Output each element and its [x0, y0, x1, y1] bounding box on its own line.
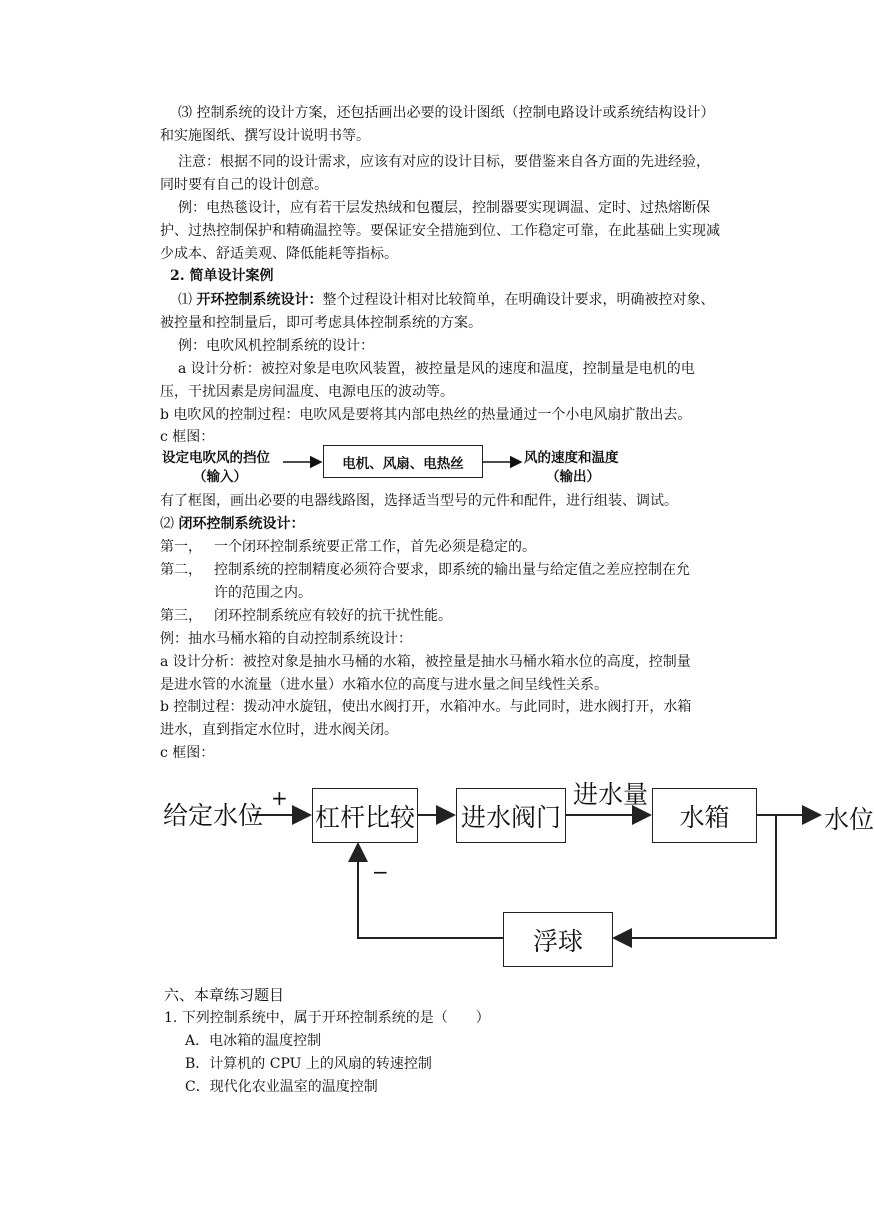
question: 1. 下列控制系统中，属于开环控制系统的是（ ）	[164, 1010, 490, 1026]
d2-box-lever	[312, 788, 418, 843]
para-line: ⑶ 控制系统的设计方案，还包括画出必要的设计图纸（控制电路设计或系统结构设计）	[178, 105, 715, 121]
d2-box-tank-label: 水箱	[679, 802, 730, 832]
d1-process-label: 电机、风扇、电热丝	[342, 455, 464, 472]
para-line: c 框图：	[160, 429, 215, 445]
para-line: 许的范围之内。	[214, 585, 312, 601]
d1-output-sub: （输出）	[546, 469, 600, 485]
d2-box-valve	[456, 788, 566, 843]
para-line: 进水，直到指定水位时，进水阀关闭。	[160, 722, 398, 738]
para-line: 被控量和控制量后，即可考虑具体控制系统的方案。	[160, 315, 482, 331]
d1-input-label: 设定电吹风的挡位	[162, 450, 270, 466]
para-line: 压，干扰因素是房间温度、电源电压的波动等。	[160, 384, 454, 400]
d1-output-label: 风的速度和温度	[524, 450, 619, 466]
item-prefix: ⑴	[178, 292, 197, 308]
d2-box-tank	[652, 788, 757, 843]
para-line: b 控制过程：拨动冲水旋钮，使出水阀打开，水箱冲水。与此同时，进水阀打开，水箱	[160, 699, 692, 715]
section-heading: 六、本章练习题目	[164, 986, 285, 1004]
ordinal: 第三，	[160, 608, 202, 624]
d2-box-lever-label: 杠杆比较	[314, 802, 415, 832]
para-line: 一个闭环控制系统要正常工作，首先必须是稳定的。	[214, 539, 536, 555]
para-line: 和实施图纸、撰写设计说明书等。	[160, 128, 370, 144]
item-text: 整个过程设计相对比较简单，在明确设计要求，明确被控对象、	[322, 292, 715, 308]
item-heading: 闭环控制系统设计：	[178, 516, 305, 532]
option-c: C．现代化农业温室的温度控制	[185, 1079, 378, 1095]
para-line: 例：电热毯设计，应有若干层发热绒和包覆层，控制器要实现调温、定时、过热熔断保	[178, 200, 710, 216]
para-line: 护、过热控制保护和精确温控等。要保证安全措施到位、工作稳定可靠，在此基础上实现减	[160, 223, 720, 239]
option-a: A．电冰箱的温度控制	[185, 1033, 322, 1049]
option-b: B．计算机的 CPU 上的风扇的转速控制	[185, 1056, 432, 1072]
para-line: 闭环控制系统应有较好的抗干扰性能。	[214, 608, 452, 624]
ordinal: 第二，	[160, 562, 202, 578]
item-prefix: ⑵	[160, 516, 179, 532]
item-heading: 开环控制系统设计：	[196, 292, 323, 308]
para-line: 是进水管的水流量（进水量）水箱水位的高度与进水量之间呈线性关系。	[160, 677, 608, 693]
para-line: 注意：根据不同的设计需求，应该有对应的设计目标，要借鉴来自各方面的先进经验，	[178, 154, 710, 170]
d2-box-float	[503, 912, 613, 967]
para-line: 有了框图，画出必要的电器线路图，选择适当型号的元件和配件，进行组装、调试。	[160, 493, 678, 509]
para-line: 控制系统的控制精度必须符合要求，即系统的输出量与给定值之差应控制在允	[214, 562, 690, 578]
d2-input-label: 给定水位	[163, 801, 264, 830]
para-line: 同时要有自己的设计创意。	[160, 177, 328, 193]
d2-minus-sign: −	[372, 860, 389, 884]
d2-feedback-line-left	[358, 844, 503, 938]
para-line: a 设计分析：被控对象是抽水马桶的水箱，被控量是抽水马桶水箱水位的高度，控制量	[160, 654, 691, 670]
para-line: 例：抽水马桶水箱的自动控制系统设计：	[160, 631, 412, 647]
d2-box-valve-label: 进水阀门	[460, 802, 561, 832]
para-line: 少成本、舒适美观、降低能耗等指标。	[160, 246, 398, 262]
d2-box-float-label: 浮球	[532, 926, 583, 956]
para-line: 例：电吹风机控制系统的设计：	[178, 338, 374, 354]
d2-output-label: 水位	[824, 805, 874, 834]
ordinal: 第一，	[160, 539, 202, 555]
d2-plus-sign: +	[271, 786, 288, 810]
para-line: b 电吹风的控制过程：电吹风是要将其内部电热丝的热量通过一个小电风扇扩散出去。	[160, 407, 692, 423]
section-heading: 2. 简单设计案例	[170, 268, 274, 284]
para-line: c 框图：	[160, 745, 215, 761]
d1-input-sub: （输入）	[193, 469, 247, 485]
d2-edge-label: 进水量	[573, 780, 649, 809]
para-line: a 设计分析：被控对象是电吹风装置，被控量是风的速度和温度，控制量是电机的电	[178, 361, 695, 377]
